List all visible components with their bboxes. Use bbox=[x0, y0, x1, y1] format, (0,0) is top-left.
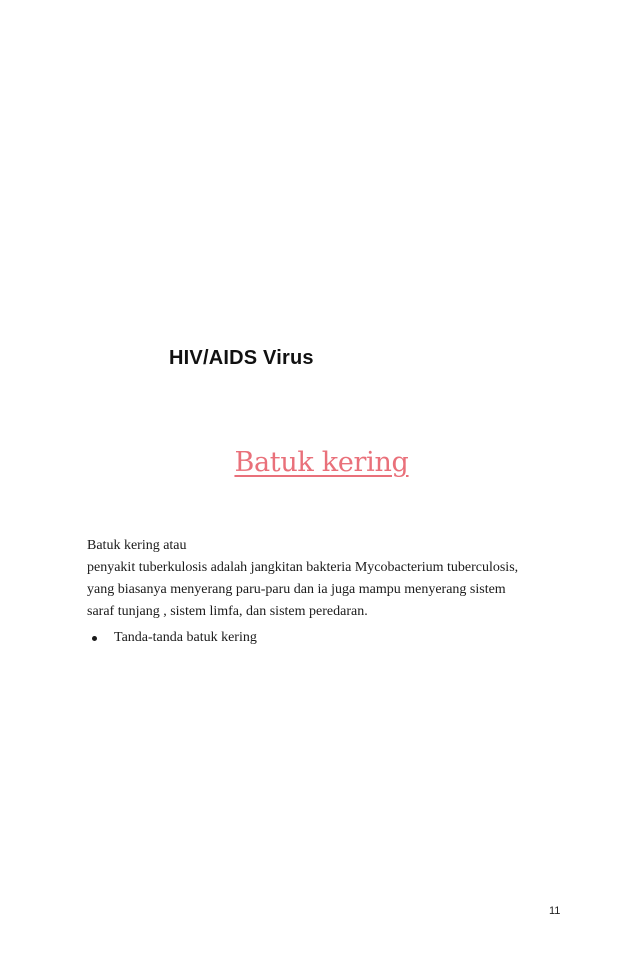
paragraph-line: saraf tunjang , sistem limfa, dan sistem peredaran. bbox=[87, 604, 368, 619]
bullet-icon bbox=[92, 636, 97, 641]
paragraph-line: yang biasanya menyerang paru-paru dan ia juga mampu menyerang sistem bbox=[87, 582, 506, 597]
bullet-list bbox=[92, 628, 257, 648]
page-number: 11 bbox=[549, 905, 561, 917]
list-item-label: Tanda-tanda batuk kering bbox=[114, 630, 257, 645]
body-paragraph bbox=[87, 535, 557, 623]
image-caption: HIV/AIDS Virus bbox=[169, 347, 314, 369]
section-title bbox=[0, 442, 638, 479]
paragraph-line: penyakit tuberkulosis adalah jangkitan bakteria Mycobacterium tuberculosis, bbox=[87, 560, 519, 575]
section-title-text: Batuk kering bbox=[234, 447, 409, 478]
list-item bbox=[92, 628, 257, 648]
paragraph-line: Batuk kering atau bbox=[87, 538, 187, 553]
